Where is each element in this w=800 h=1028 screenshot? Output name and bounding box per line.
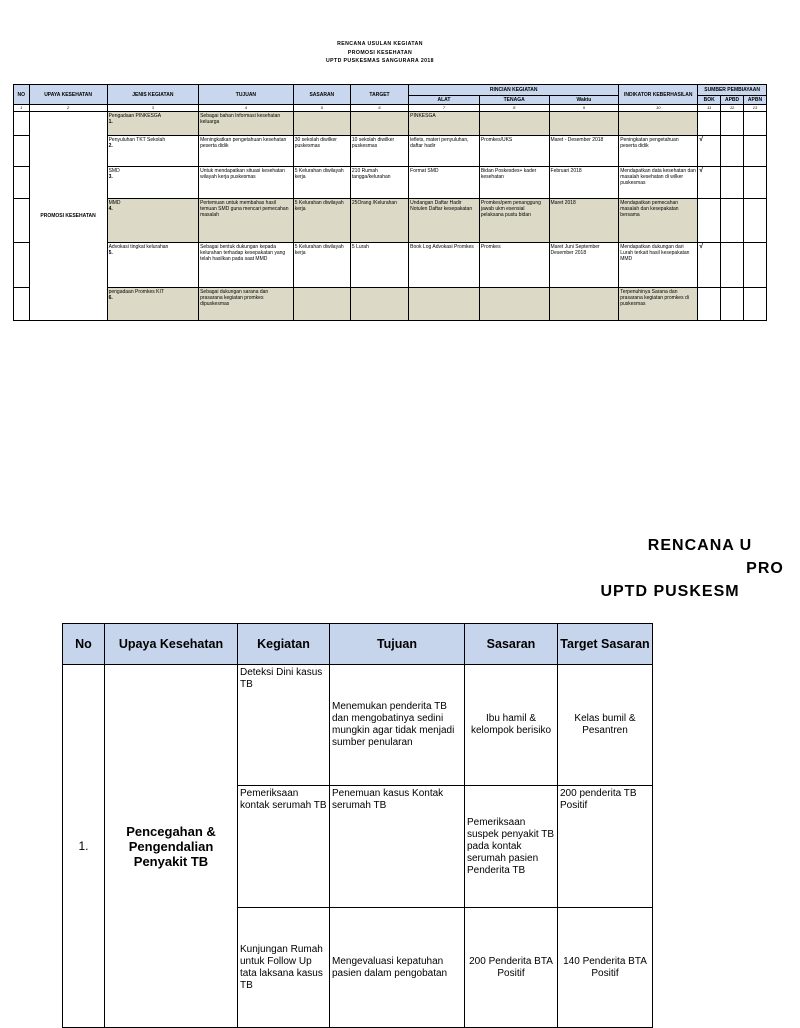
doc1-header-bok: BOK: [698, 96, 721, 105]
table-row: [14, 112, 767, 136]
sasaran-cell: 5 Kelurahan diwilayah kerja: [293, 167, 350, 199]
jenis-text: Pengadaan PINKESGA: [108, 112, 162, 119]
sasaran-cell: [293, 112, 350, 136]
target-cell: 140 Penderita BTA Positif: [558, 908, 653, 1028]
bok-cell: √: [698, 243, 721, 288]
waktu-cell: Maret Juni September Desember 2018: [549, 243, 619, 288]
col-number: 3: [107, 105, 199, 112]
doc1-title: [250, 40, 510, 66]
row-number: 6.: [108, 294, 113, 301]
bok-cell: [698, 288, 721, 321]
jenis-cell: [107, 112, 199, 136]
indikator-cell: Mendapatkan data kesehatan dan masalah kesehatan di wilker puskesmas: [619, 167, 698, 199]
apbd-cell: [721, 167, 744, 199]
tujuan-cell: Mengevaluasi kepatuhan pasien dalam pengobatan: [330, 908, 465, 1028]
table-row: [14, 136, 767, 167]
apbn-cell: [744, 112, 767, 136]
doc1-header-waktu: Waktu: [549, 96, 619, 105]
kegiatan-cell: Kunjungan Rumah untuk Follow Up tata laksana kasus TB: [238, 908, 330, 1028]
tujuan-cell: Menemukan penderita TB dan mengobatinya sedini mungkin agar tidak menjadi sumber penularan: [330, 665, 465, 786]
row-no-cell: [14, 288, 30, 321]
sasaran-cell: [293, 288, 350, 321]
row-no-cell: [14, 199, 30, 243]
tujuan-cell: Penemuan kasus Kontak serumah TB: [330, 786, 465, 908]
alat-cell: Book Log Advokasi Promkes: [409, 243, 480, 288]
doc1-header-jenis: JENIS KEGIATAN: [107, 85, 199, 105]
doc2-no-cell: 1.: [63, 665, 105, 1028]
table-row: [14, 199, 767, 243]
row-number: 3.: [108, 173, 113, 180]
col-number: 9: [549, 105, 619, 112]
doc1-header-target: TARGET: [350, 85, 408, 105]
col-number: 11: [698, 105, 721, 112]
alat-cell: PINKESGA: [409, 112, 480, 136]
doc1-title-line: PROMOSI KESEHATAN: [347, 49, 413, 56]
col-number: 12: [721, 105, 744, 112]
row-number: 5.: [108, 249, 113, 256]
tujuan-cell: Sebagai bahan Informasi kesehatan keluarga: [199, 112, 294, 136]
apbd-cell: [721, 112, 744, 136]
target-cell: [350, 112, 408, 136]
jenis-text: Advokasi tingkat kelurahan: [108, 243, 169, 250]
table-row: [63, 665, 653, 786]
tujuan-cell: Meningkatkan pengetahuan kesehatan peserta didik: [199, 136, 294, 167]
doc1-title-line: RENCANA USULAN KEGIATAN: [337, 41, 423, 47]
target-cell: Kelas bumil & Pesantren: [558, 665, 653, 786]
bok-cell: √: [698, 136, 721, 167]
kegiatan-cell: Deteksi Dini kasus TB: [238, 665, 330, 786]
bok-cell: [698, 199, 721, 243]
target-cell: 5 Lurah: [350, 243, 408, 288]
indikator-cell: Peningkatan pengetahuan peserta didik: [619, 136, 698, 167]
apbn-cell: [744, 136, 767, 167]
tenaga-cell: [479, 288, 549, 321]
col-number: 13: [744, 105, 767, 112]
row-no-cell: [14, 112, 30, 136]
doc1-header-sumber: SUMBER PEMBIAYAAN: [698, 85, 767, 96]
waktu-cell: Maret - Desember 2018: [549, 136, 619, 167]
jenis-cell: [107, 136, 199, 167]
doc1-header-apbd: APBD: [721, 96, 744, 105]
jenis-cell: [107, 199, 199, 243]
row-no-cell: [14, 167, 30, 199]
tujuan-cell: Sebagai dukungan sarana dan prasarana kegiatan promkes dipuskesmas: [199, 288, 294, 321]
row-number: 1.: [108, 118, 113, 125]
doc2-header-target: Target Sasaran: [558, 624, 653, 665]
doc1-header-indikator: INDIKATOR KEBERHASILAN: [619, 85, 698, 105]
col-number: 8: [479, 105, 549, 112]
tenaga-cell: Promkes/pem penanggung jawab ukm esensial pelaksana pustu bidan: [479, 199, 549, 243]
alat-cell: [409, 288, 480, 321]
kegiatan-cell: Pemeriksaan kontak serumah TB: [238, 786, 330, 908]
jenis-cell: [107, 243, 199, 288]
table-row: [14, 288, 767, 321]
jenis-text: SMD: [108, 167, 120, 174]
jenis-text: MMD: [108, 199, 121, 206]
col-number: 6: [350, 105, 408, 112]
row-number: 2.: [108, 142, 113, 149]
doc1-header-no: NO: [14, 85, 30, 105]
doc2-title-line: RENCANA U: [647, 537, 753, 554]
tenaga-cell: Bidan Poskesdes+ kader kesehatan: [479, 167, 549, 199]
col-number: 5: [293, 105, 350, 112]
apbn-cell: [744, 167, 767, 199]
jenis-text: Penyuluhan TKT Sekolah: [108, 136, 166, 143]
alat-cell: Format SMD: [409, 167, 480, 199]
sasaran-cell: 200 Penderita BTA Positif: [465, 908, 558, 1028]
waktu-cell: [549, 112, 619, 136]
indikator-cell: Mendapatkan dukungan dari Lurah terkait hasil kesepakatan MMD: [619, 243, 698, 288]
row-no-cell: [14, 136, 30, 167]
sasaran-cell: Pemeriksaan suspek penyakit TB pada kontak serumah pasien Penderita TB: [465, 786, 558, 908]
doc1-header-tujuan: TUJUAN: [199, 85, 294, 105]
row-no-cell: [14, 243, 30, 288]
doc1-header-sasaran: SASARAN: [293, 85, 350, 105]
doc2-title: [500, 534, 800, 603]
bok-cell: √: [698, 167, 721, 199]
apbn-cell: [744, 288, 767, 321]
tujuan-cell: Pertemuan untuk membahas hasil temuan SMD guna mencari pemecahan masalah: [199, 199, 294, 243]
apbn-cell: [744, 199, 767, 243]
row-number: 4.: [108, 205, 113, 212]
tujuan-cell: Untuk mendapatkan situasi kesehatan wilayah kerja puskesmas: [199, 167, 294, 199]
indikator-cell: [619, 112, 698, 136]
doc2-header-kegiatan: Kegiatan: [238, 624, 330, 665]
doc1-header-upaya: UPAYA KESEHATAN: [29, 85, 107, 105]
jenis-cell: [107, 167, 199, 199]
jenis-cell: [107, 288, 199, 321]
table-row: [14, 167, 767, 199]
tujuan-cell: Sebagai bentuk dukungan kepada kelurahan terhadap kesepakatan yang telah hasilkan pada saat MMD: [199, 243, 294, 288]
alat-cell: leflets, materi penyuluhan, daftar hadir: [409, 136, 480, 167]
col-number: 1: [14, 105, 30, 112]
doc2-header-no: No: [63, 624, 105, 665]
apbd-cell: [721, 243, 744, 288]
doc2-upaya-cell: Pencegahan & Pengendalian Penyakit TB: [105, 665, 238, 1028]
alat-cell: Undangan Daftar Hadir Notulen Daftar kesepakatan: [409, 199, 480, 243]
col-number: 10: [619, 105, 698, 112]
col-number: 4: [199, 105, 294, 112]
doc2-title-line: PRO: [746, 560, 784, 577]
jenis-text: pengadaan Promkes KIT: [108, 288, 164, 295]
waktu-cell: Februari 2018: [549, 167, 619, 199]
doc1-header-rincian: RINCIAN KEGIATAN: [409, 85, 619, 96]
sasaran-cell: 30 sekolah diwilker puskesmas: [293, 136, 350, 167]
tenaga-cell: [479, 112, 549, 136]
tenaga-cell: Promkes: [479, 243, 549, 288]
doc1-header-apbn: APBN: [744, 96, 767, 105]
tenaga-cell: Promkes/UKS: [479, 136, 549, 167]
doc2-title-line: UPTD PUSKESM: [600, 583, 740, 600]
apbn-cell: [744, 243, 767, 288]
doc1-header-tenaga: TENAGA: [479, 96, 549, 105]
doc1-table: [13, 84, 767, 321]
doc1-title-line: UPTD PUSKESMAS SANGURARA 2018: [326, 58, 434, 64]
col-number: 7: [409, 105, 480, 112]
doc2-header-sasaran: Sasaran: [465, 624, 558, 665]
table-row: [14, 243, 767, 288]
sasaran-cell: 5 Kelurahan diwilayah kerja: [293, 243, 350, 288]
apbd-cell: [721, 288, 744, 321]
doc1-column-number-row: [14, 105, 767, 112]
col-number: 2: [29, 105, 107, 112]
target-cell: 210 Rumah tangga/kelurahan: [350, 167, 408, 199]
doc1-upaya-cell: PROMOSI KESEHATAN: [29, 112, 107, 321]
target-cell: 10 sekolah diwilker puskesmas: [350, 136, 408, 167]
waktu-cell: [549, 288, 619, 321]
waktu-cell: Maret 2018: [549, 199, 619, 243]
apbd-cell: [721, 199, 744, 243]
indikator-cell: Mendapatkan pemecahan masalah dan kesepakatan bersama: [619, 199, 698, 243]
doc2-header-upaya: Upaya Kesehatan: [105, 624, 238, 665]
doc2-table: [62, 623, 653, 1028]
sasaran-cell: Ibu hamil & kelompok berisiko: [465, 665, 558, 786]
bok-cell: [698, 112, 721, 136]
target-cell: [350, 288, 408, 321]
target-cell: 200 penderita TB Positif: [558, 786, 653, 908]
apbd-cell: [721, 136, 744, 167]
sasaran-cell: 5 Kelurahan diwilayah kerja: [293, 199, 350, 243]
doc1-header-alat: ALAT: [409, 96, 480, 105]
target-cell: 25Orang /Kelurahan: [350, 199, 408, 243]
indikator-cell: Terpenuhinya Sarana dan prasarana kegiatan promkes di puskesmas: [619, 288, 698, 321]
doc2-header-tujuan: Tujuan: [330, 624, 465, 665]
